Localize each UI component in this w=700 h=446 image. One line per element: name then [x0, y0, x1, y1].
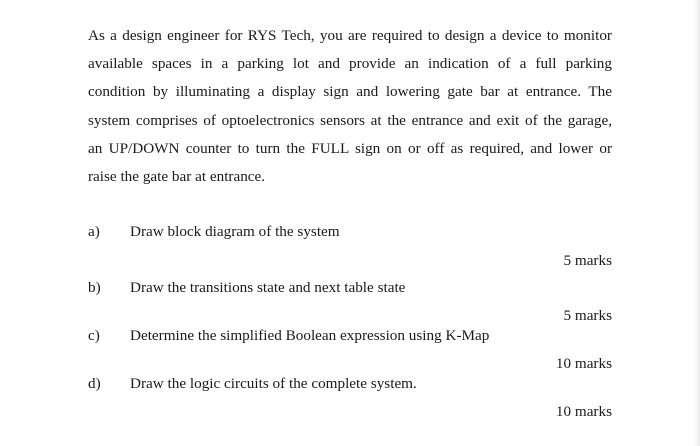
question-text: Determine the simplified Boolean expression using K-Map — [130, 327, 490, 344]
intro-paragraph — [88, 22, 612, 191]
question-text: Draw block diagram of the system — [130, 223, 340, 240]
question-letter: c) — [88, 327, 100, 344]
intro-line: raise the gate bar at entrance. — [88, 168, 266, 186]
marks-a: 5 marks — [563, 252, 612, 269]
intro-line: system comprises of optoelectronics sensors at the entrance and exit of the garage, — [88, 111, 612, 129]
marks-d: 10 marks — [555, 403, 612, 420]
intro-line: available spaces in a parking lot and provide an indication of a full parking — [88, 55, 612, 73]
intro-line: an UP/DOWN counter to turn the FULL sign on or off as required, and lower or — [88, 139, 612, 157]
intro-line: condition by illuminating a display sign and lowering gate bar at entrance. The — [88, 83, 612, 101]
marks-c: 10 marks — [555, 355, 612, 372]
question-d — [88, 374, 417, 394]
question-text: Draw the logic circuits of the complete system. — [130, 375, 417, 392]
question-text: Draw the transitions state and next table state — [130, 279, 406, 296]
question-a — [88, 222, 340, 242]
question-letter: b) — [88, 279, 101, 296]
marks-b: 5 marks — [563, 307, 612, 324]
question-letter: a) — [88, 223, 100, 240]
question-letter: d) — [88, 375, 101, 392]
question-b — [88, 278, 405, 298]
intro-line: As a design engineer for RYS Tech, you are required to design a device to monitor — [88, 27, 612, 44]
question-c — [88, 326, 489, 346]
